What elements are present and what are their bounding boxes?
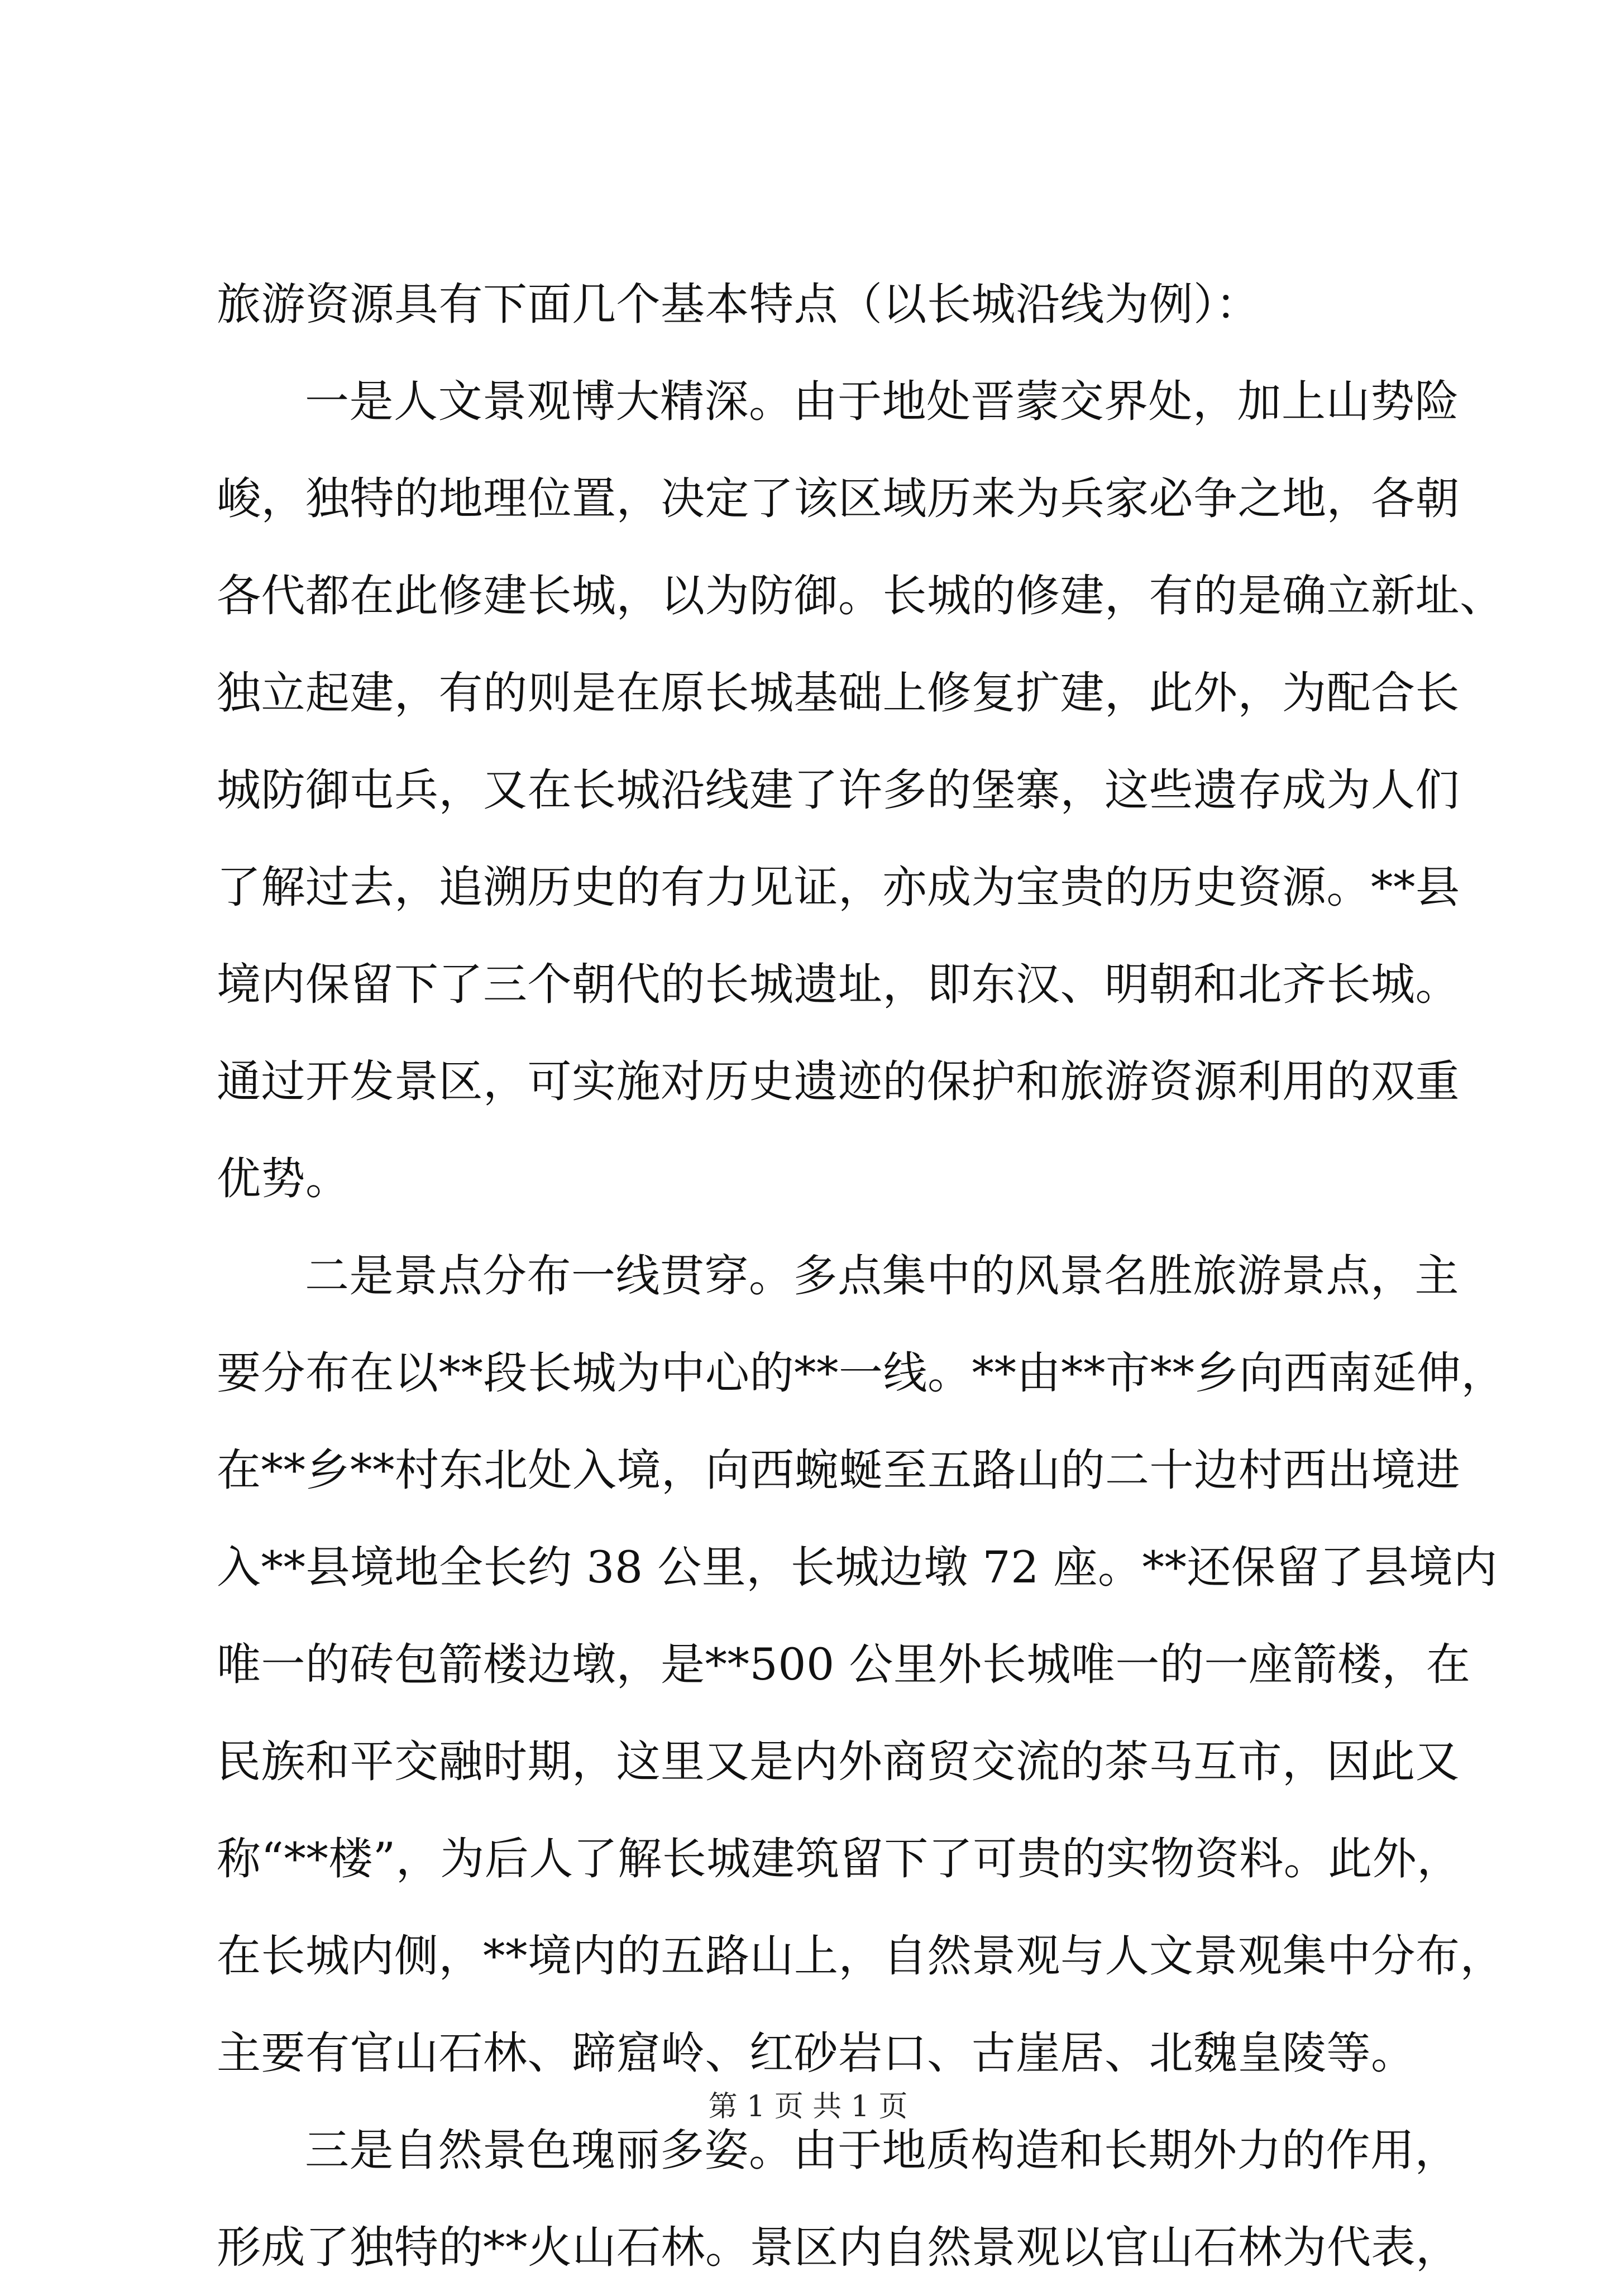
text-line: 优势。 xyxy=(217,1153,350,1204)
text-line: 要分布在以**段长城为中心的**一线。**由**市**乡向西南延伸， xyxy=(217,1347,1505,1399)
text-line: 峻，独特的地理位置，决定了该区域历来为兵家必争之地，各朝 xyxy=(217,473,1460,524)
text-line: 境内保留下了三个朝代的长城遗址，即东汉、明朝和北齐长城。 xyxy=(217,959,1460,1010)
text-line: 在长城内侧，**境内的五路山上，自然景观与人文景观集中分布， xyxy=(217,1930,1504,1982)
document-body xyxy=(217,256,1505,2296)
text-line: 旅游资源具有下面几个基本特点（以长城沿线为例）： xyxy=(217,279,1260,330)
text-line: 称“**楼”，为后人了解长城建筑留下了可贵的实物资料。此外， xyxy=(217,1833,1461,1884)
text-line: 民族和平交融时期，这里又是内外商贸交流的茶马互市，因此又 xyxy=(217,1736,1460,1787)
text-line: 通过开发景区，可实施对历史遗迹的保护和旅游资源利用的双重 xyxy=(217,1056,1460,1107)
text-line: 二是景点分布一线贯穿。多点集中的风景名胜旅游景点，主 xyxy=(305,1250,1459,1302)
text-line: 一是人文景观博大精深。由于地处晋蒙交界处，加上山势险 xyxy=(305,376,1459,427)
text-line: 独立起建，有的则是在原长城基础上修复扩建，此外，为配合长 xyxy=(217,667,1460,719)
text-line: 在**乡**村东北处入境，向西蜿蜒至五路山的二十边村西出境进 xyxy=(217,1444,1460,1496)
text-line: 唯一的砖包箭楼边墩，是**500 公里外长城唯一的一座箭楼，在 xyxy=(217,1639,1471,1690)
text-line: 主要有官山石林、蹄窟岭、红砂岩口、古崖居、北魏皇陵等。 xyxy=(217,2027,1416,2079)
page-number-label: 第 1 页 共 1 页 xyxy=(708,2090,908,2123)
text-line: 城防御屯兵，又在长城沿线建了许多的堡寨，这些遗存成为人们 xyxy=(217,764,1460,816)
text-line: 三是自然景色瑰丽多姿。由于地质构造和长期外力的作用， xyxy=(305,2125,1459,2176)
text-line: 入**县境地全长约 38 公里，长城边墩 72 座。**还保留了县境内 xyxy=(217,1542,1498,1593)
text-line: 了解过去，追溯历史的有力见证，亦成为宝贵的历史资源。**县 xyxy=(217,862,1460,913)
text-line: 各代都在此修建长城，以为防御。长城的修建，有的是确立新址、 xyxy=(217,570,1504,621)
page-footer xyxy=(0,2087,1616,2126)
text-line: 形成了独特的**火山石林。景区内自然景观以官山石林为代表， xyxy=(217,2222,1460,2273)
